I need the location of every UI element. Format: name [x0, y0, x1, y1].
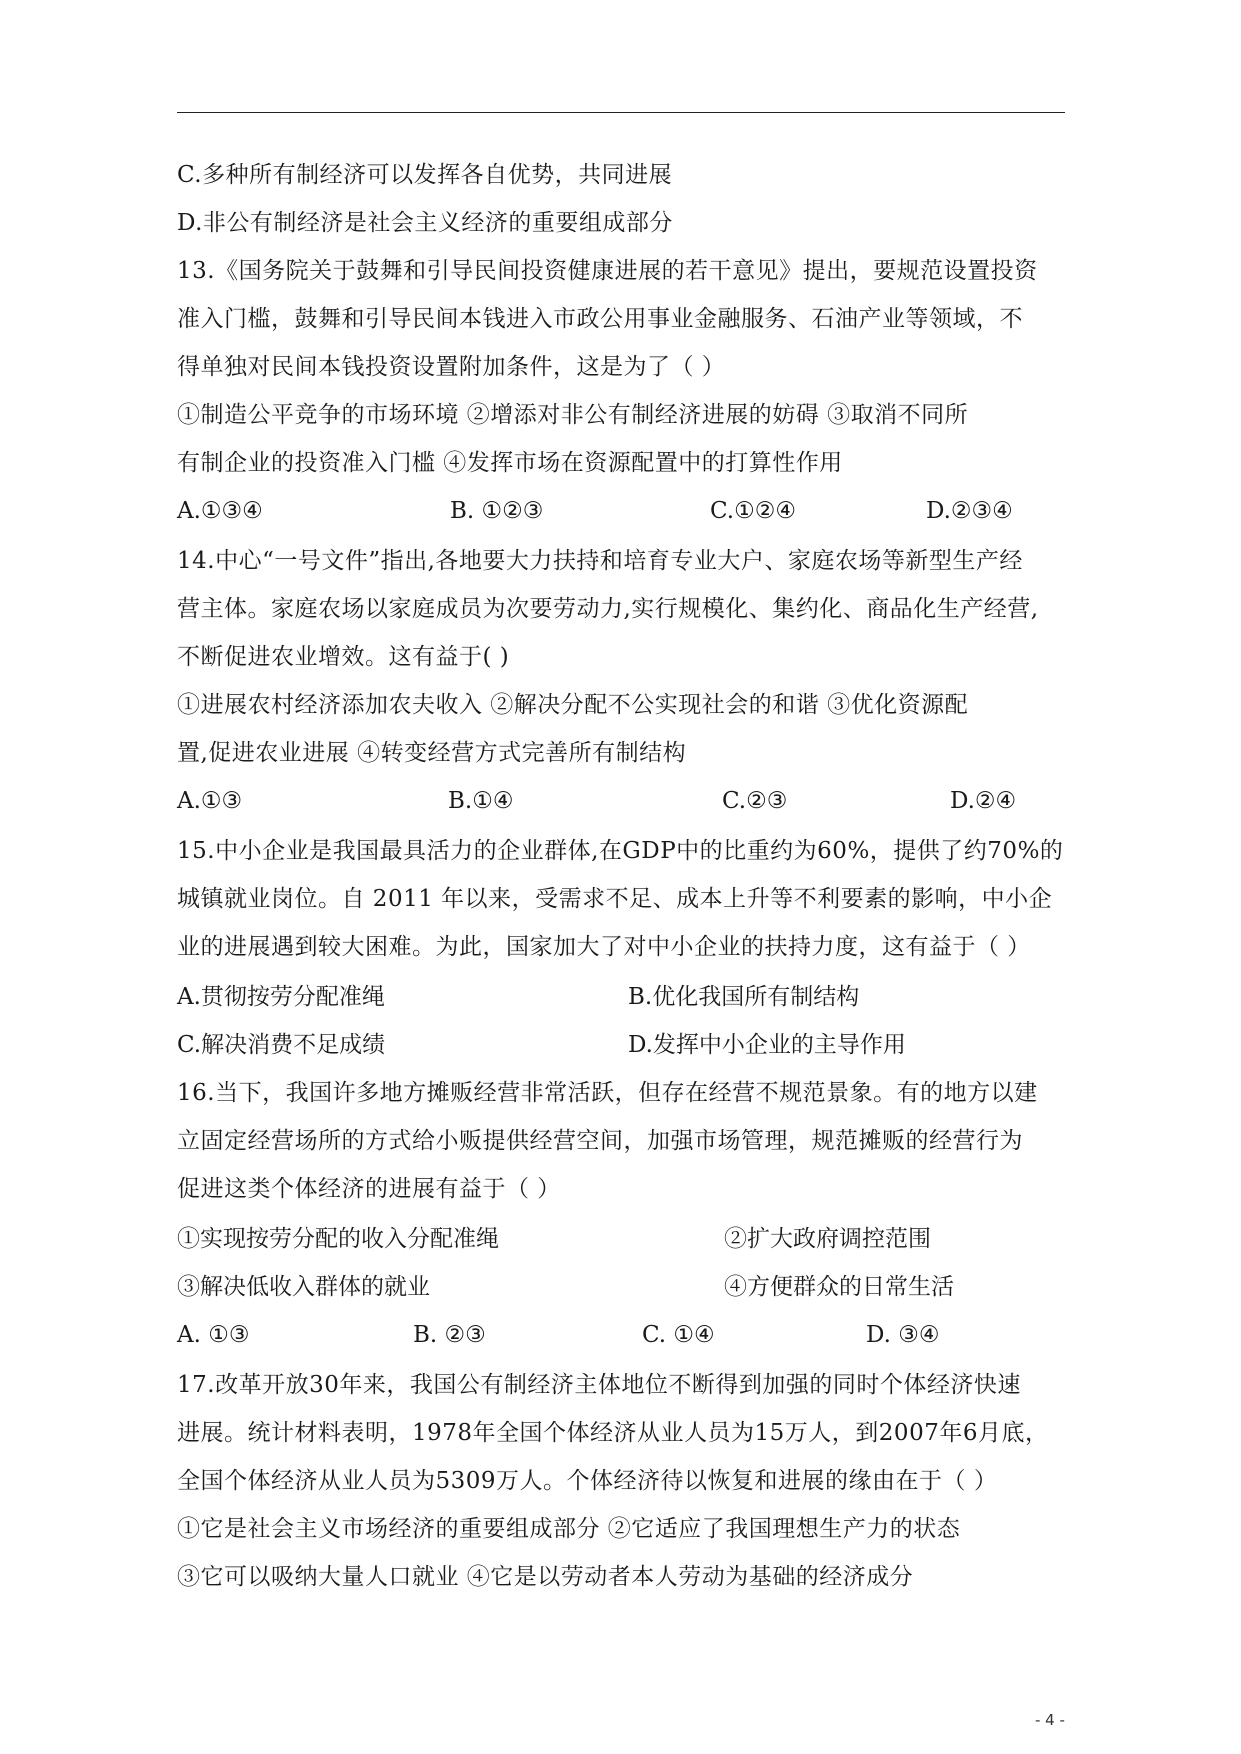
q16-stem-line2: 立固定经营场所的方式给小贩提供经营空间，加强市场管理，规范摊贩的经营行为 — [177, 1128, 1023, 1154]
q15-option-c: C.解决消费不足成绩 — [177, 1032, 386, 1058]
q14-stem-line2: 营主体。家庭农场以家庭成员为次要劳动力,实行规模化、集约化、商品化生产经营, — [177, 596, 1039, 622]
q13-option-a: A.①③④ — [177, 498, 263, 524]
q14-items-line1: ①进展农村经济添加农夫收入 ②解决分配不公实现社会的和谐 ③优化资源配 — [177, 692, 969, 718]
q13-items-line1: ①制造公平竞争的市场环境 ②增添对非公有制经济进展的妨碍 ③取消不同所 — [177, 402, 969, 428]
q13-option-b: B. ①②③ — [450, 498, 544, 524]
q15-option-d: D.发挥中小企业的主导作用 — [628, 1032, 906, 1058]
q14-option-a: A.①③ — [177, 788, 243, 814]
q16-item-3: ③解决低收入群体的就业 — [177, 1274, 430, 1300]
q14-stem-line1: 14.中心“一号文件”指出,各地要大力扶持和培育专业大户、家庭农场等新型生产经 — [177, 548, 1023, 574]
q13-option-d: D.②③④ — [926, 498, 1013, 524]
header-rule — [177, 112, 1065, 113]
q14-option-c: C.②③ — [722, 788, 788, 814]
q15-stem-line3: 业的进展遇到较大困难。为此，国家加大了对中小企业的扶持力度，这有益于（ ） — [177, 934, 1031, 960]
q14-stem-line3: 不断促进农业增效。这有益于( ) — [177, 644, 510, 670]
page-number: - 4 - — [1035, 1711, 1065, 1729]
q15-stem-line2: 城镇就业岗位。自 2011 年以来，受需求不足、成本上升等不利要素的影响，中小企 — [177, 886, 1053, 912]
q17-stem-line2: 进展。统计材料表明，1978年全国个体经济从业人员为15万人，到2007年6月底， — [177, 1420, 1049, 1446]
q14-option-b: B.①④ — [448, 788, 514, 814]
q16-item-2: ②扩大政府调控范围 — [724, 1226, 931, 1252]
q16-item-1: ①实现按劳分配的收入分配准绳 — [177, 1226, 499, 1252]
q16-stem-line1: 16.当下，我国许多地方摊贩经营非常活跃，但存在经营不规范景象。有的地方以建 — [177, 1080, 1038, 1106]
q16-option-d: D. ③④ — [866, 1322, 940, 1348]
q15-stem-line1: 15.中小企业是我国最具活力的企业群体,在GDP中的比重约为60%，提供了约70%的 — [177, 838, 1064, 864]
q12-option-c: C.多种所有制经济可以发挥各自优势，共同进展 — [177, 162, 673, 188]
q15-option-b: B.优化我国所有制结构 — [628, 984, 860, 1010]
q14-option-d: D.②④ — [950, 788, 1017, 814]
q17-stem-line1: 17.改革开放30年来，我国公有制经济主体地位不断得到加强的同时个体经济快速 — [177, 1372, 1021, 1398]
q12-option-d: D.非公有制经济是社会主义经济的重要组成部分 — [177, 210, 673, 236]
q17-items-line1: ①它是社会主义市场经济的重要组成部分 ②它适应了我国理想生产力的状态 — [177, 1516, 961, 1542]
q13-items-line2: 有制企业的投资准入门槛 ④发挥市场在资源配置中的打算性作用 — [177, 450, 843, 476]
q13-option-c: C.①②④ — [710, 498, 796, 524]
q17-items-line2: ③它可以吸纳大量人口就业 ④它是以劳动者本人劳动为基础的经济成分 — [177, 1564, 914, 1590]
q14-items-line2: 置,促进农业进展 ④转变经营方式完善所有制结构 — [177, 740, 687, 766]
q16-option-b: B. ②③ — [413, 1322, 486, 1348]
q16-option-c: C. ①④ — [642, 1322, 715, 1348]
q16-item-4: ④方便群众的日常生活 — [724, 1274, 954, 1300]
q13-stem-line2: 准入门槛，鼓舞和引导民间本钱进入市政公用事业金融服务、石油产业等领域，不 — [177, 306, 1023, 332]
q15-option-a: A.贯彻按劳分配准绳 — [177, 984, 385, 1010]
q13-stem-line3: 得单独对民间本钱投资设置附加条件，这是为了（ ） — [177, 354, 726, 380]
q13-stem-line1: 13.《国务院关于鼓舞和引导民间投资健康进展的若干意见》提出，要规范设置投资 — [177, 258, 1038, 284]
q16-option-a: A. ①③ — [177, 1322, 250, 1348]
q17-stem-line3: 全国个体经济从业人员为5309万人。个体经济待以恢复和进展的缘由在于（ ） — [177, 1468, 998, 1494]
q16-stem-line3: 促进这类个体经济的进展有益于（ ） — [177, 1176, 561, 1202]
